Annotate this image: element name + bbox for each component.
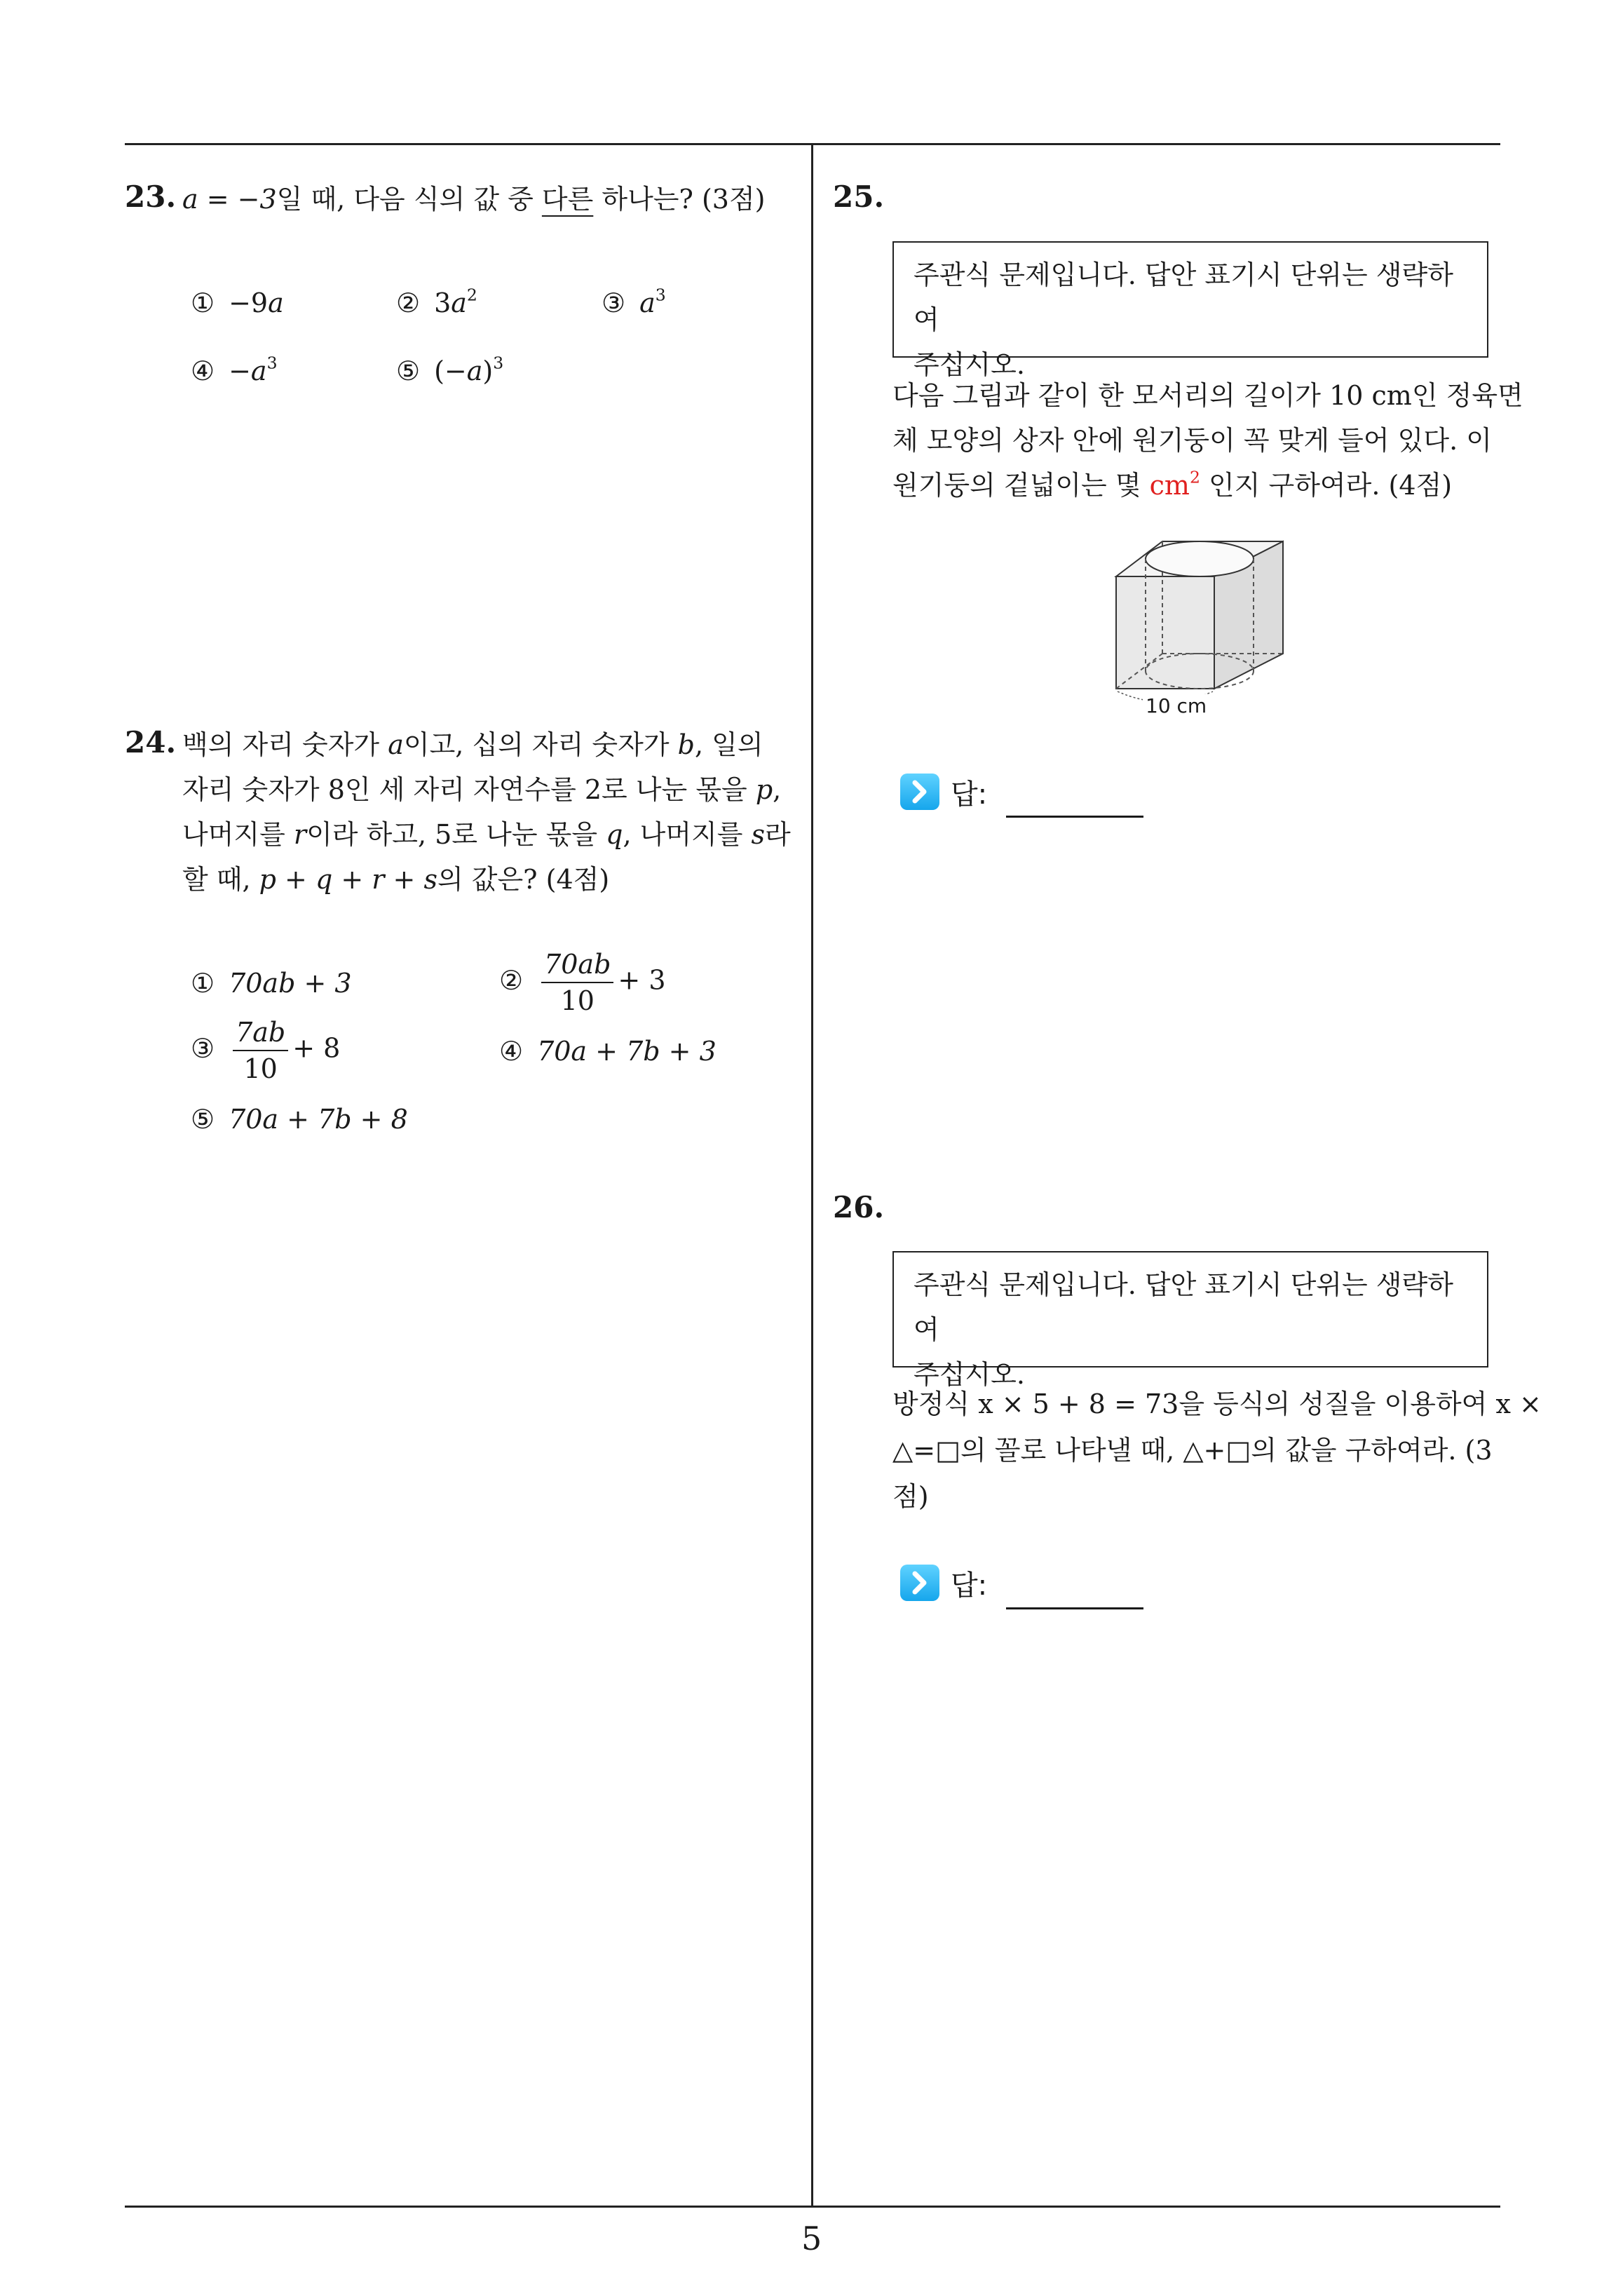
bottom-rule [125, 2206, 1500, 2208]
figure-dimension-label: 10 cm [1143, 694, 1209, 717]
answer-arrow-icon [900, 1565, 939, 1601]
question-24-line-3: 나머지를 r이라 하고, 5로 나눈 몫을 q, 나머지를 s라 [182, 819, 791, 850]
question-23-stem: a = −3일 때, 다음 식의 값 중 다른 하나는? (3점) [182, 184, 766, 215]
page-number: 5 [801, 2220, 822, 2257]
fraction: $\frac{70ab}{10}$ [541, 947, 613, 1018]
question-24-line-1: 백의 자리 숫자가 a이고, 십의 자리 숫자가 b, 일의 [182, 729, 763, 760]
q23-choice-4[interactable]: ④ $-a^3$ [191, 353, 278, 386]
short-answer-notice: 주관식 문제입니다. 답안 표기시 단위는 생략하여 주십시오. [892, 241, 1488, 358]
q24-choice-1[interactable]: ① 70ab + 3 [191, 968, 352, 999]
question-26-line-2: △=□의 꼴로 나타낼 때, △+□의 값을 구하여라. (3 [892, 1435, 1493, 1466]
answer-label: 답: [951, 1569, 988, 1602]
cube-front-face [1116, 576, 1214, 689]
answer-blank[interactable] [1006, 816, 1143, 818]
question-24-line-4: 할 때, p + q + r + s의 값은? (4점) [182, 864, 610, 895]
question-25-line-1: 다음 그림과 같이 한 모서리의 길이가 10 cm인 정육면 [892, 380, 1523, 411]
question-26-line-3: 점) [892, 1481, 929, 1512]
question-25-line-2: 체 모양의 상자 안에 원기둥이 꼭 맞게 들어 있다. 이 [892, 425, 1492, 456]
answer-label: 답: [951, 778, 988, 811]
answer-arrow-icon [900, 774, 939, 810]
cylinder-top [1146, 541, 1254, 576]
question-number: 23. [125, 180, 177, 214]
q24-choice-4[interactable]: ④ 70a + 7b + 3 [499, 1036, 717, 1067]
q24-choice-3[interactable]: ③ $\frac{7ab}{10}$ + 8 [191, 1015, 340, 1086]
q24-choice-5[interactable]: ⑤ 70a + 7b + 8 [191, 1104, 408, 1135]
q23-choice-3[interactable]: ③ $a^3$ [602, 285, 666, 318]
q23-choice-5[interactable]: ⑤ $(-a)^3$ [396, 353, 504, 386]
q23-choice-2[interactable]: ② $3a^2$ [396, 285, 477, 318]
answer-blank[interactable] [1006, 1607, 1143, 1609]
question-24 [125, 725, 176, 759]
column-divider [811, 143, 813, 2207]
question-26 [833, 1190, 884, 1224]
fraction: $\frac{7ab}{10}$ [233, 1015, 288, 1086]
math-expression: a = −3 [182, 184, 277, 215]
question-25-line-3: 원기둥의 겉넓이는 몇 $cm^2$ 인지 구하여라. (4점) [892, 467, 1453, 501]
q23-choice-1[interactable]: ① −9a [191, 288, 284, 318]
question-24-line-2: 자리 숫자가 8인 세 자리 자연수를 2로 나눈 몫을 p, [182, 774, 782, 805]
question-25 [833, 180, 884, 214]
unit-label: cm [1149, 470, 1190, 501]
underlined-word: 다른 [541, 184, 594, 215]
question-26-line-1: 방정식 x × 5 + 8 = 73을 등식의 성질을 이용하여 x × [892, 1389, 1542, 1419]
question-number: 24. [125, 725, 177, 759]
question-23 [125, 180, 176, 214]
question-number: 25. [833, 180, 885, 214]
question-number: 26. [833, 1190, 885, 1224]
q24-choice-2[interactable]: ② $\frac{70ab}{10}$ + 3 [499, 947, 666, 1018]
short-answer-notice: 주관식 문제입니다. 답안 표기시 단위는 생략하여 주십시오. [892, 1251, 1488, 1368]
